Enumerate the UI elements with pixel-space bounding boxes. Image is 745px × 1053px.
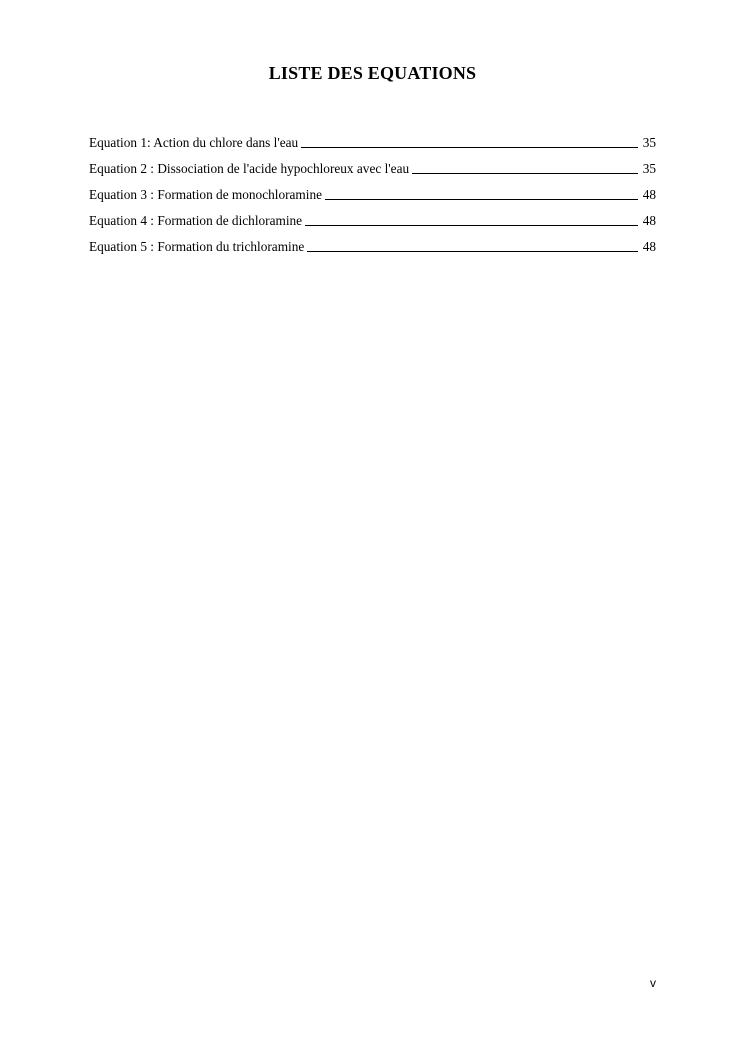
- equation-page-number: 48: [642, 239, 656, 254]
- page-title: LISTE DES EQUATIONS: [268, 63, 477, 83]
- page-footer-number: v: [650, 976, 656, 990]
- equation-label: Equation 3 : Formation de monochloramine: [89, 187, 323, 202]
- equation-entry[interactable]: [89, 229, 656, 255]
- equation-entry[interactable]: [89, 151, 656, 177]
- equation-page-number: 48: [642, 187, 656, 202]
- leader-line: [412, 172, 638, 174]
- equation-label: Equation 1: Action du chlore dans l'eau: [89, 135, 299, 150]
- equation-entry[interactable]: [89, 125, 656, 151]
- leader-line: [305, 224, 638, 226]
- equation-label: Equation 5 : Formation du trichloramine: [89, 239, 305, 254]
- equation-entry[interactable]: [89, 203, 656, 229]
- leader-line: [307, 250, 638, 252]
- equation-page-number: 35: [642, 135, 656, 150]
- equation-page-number: 48: [642, 213, 656, 228]
- equation-page-number: 35: [642, 161, 656, 176]
- equation-label: Equation 2 : Dissociation de l'acide hypochloreux avec l'eau: [89, 161, 410, 176]
- equation-list: [89, 125, 656, 255]
- equation-entry[interactable]: [89, 177, 656, 203]
- leader-line: [325, 198, 638, 200]
- equation-label: Equation 4 : Formation de dichloramine: [89, 213, 303, 228]
- leader-line: [301, 146, 638, 148]
